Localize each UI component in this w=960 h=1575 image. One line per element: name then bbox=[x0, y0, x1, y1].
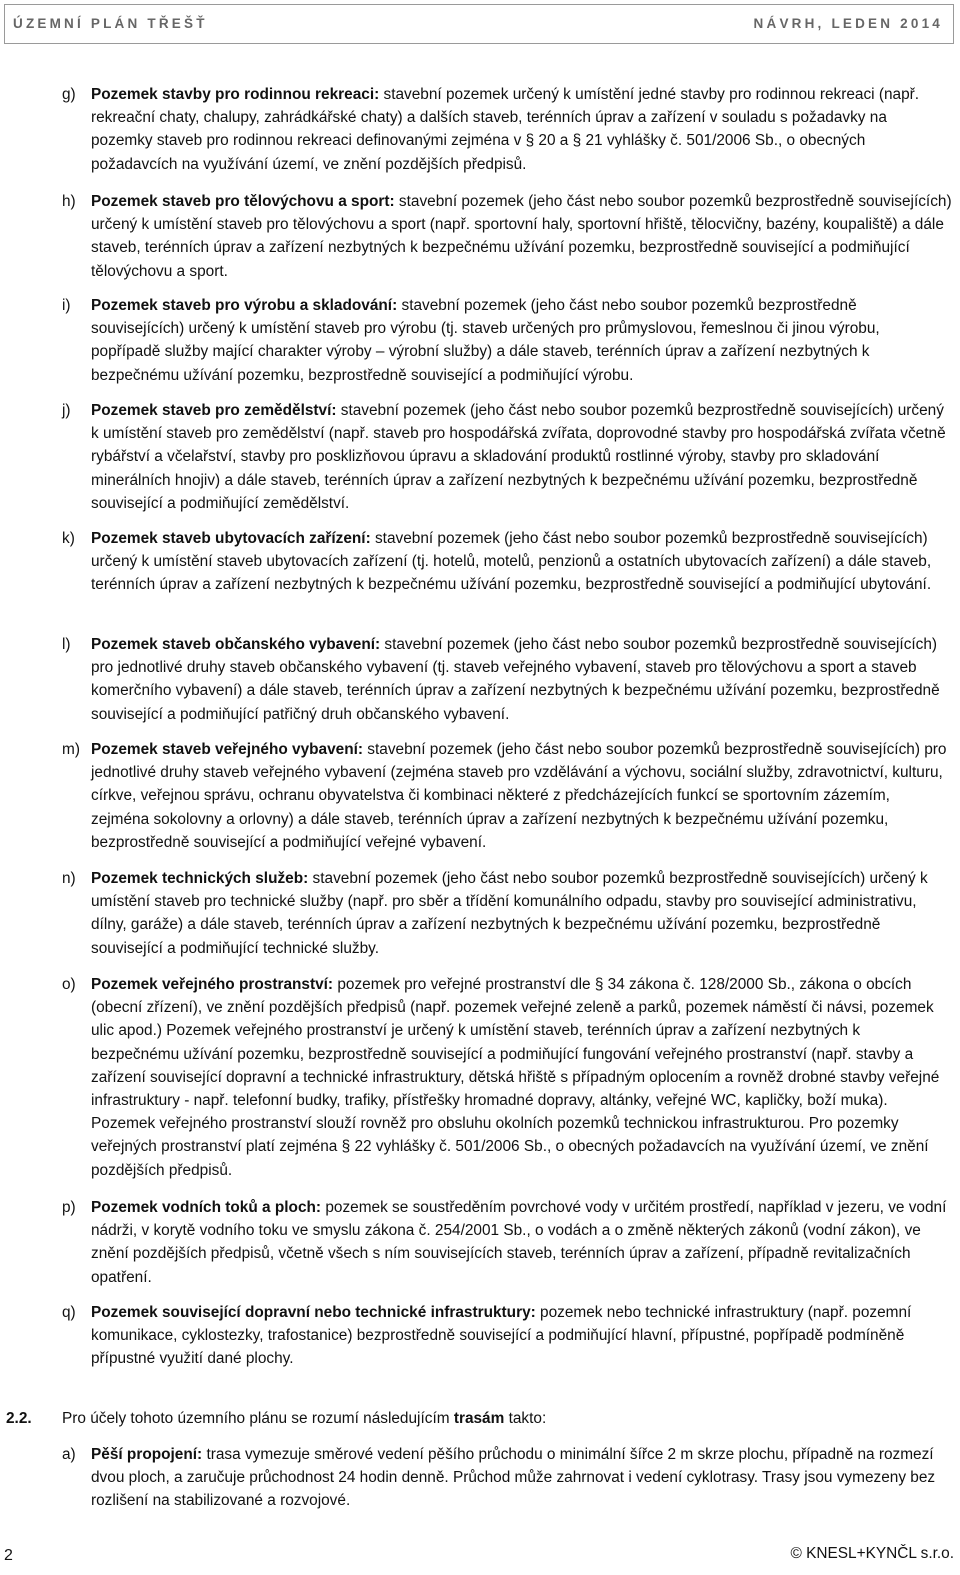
list-item bbox=[62, 1301, 952, 1371]
item-label: l) bbox=[62, 636, 71, 653]
list-item bbox=[62, 633, 952, 726]
list-item bbox=[62, 867, 952, 960]
document-title: ÚZEMNÍ PLÁN TŘEŠŤ bbox=[13, 16, 208, 31]
item-title: Pozemek stavby pro rodinnou rekreaci: bbox=[91, 86, 380, 103]
item-text: trasa vymezuje směrové vedení pěšího průchodu o minimální šířce 2 m skrze plochu, případně na rozmezí dvou ploch, a zaručuje průchodnost 24 hodin denně. Průchod může zahrnovat i vedení cyklotrasy. Trasy jsou vymezeny bez rozlišení na stabilizované a rozvojové. bbox=[91, 1446, 936, 1510]
item-title: Pozemek staveb veřejného vybavení: bbox=[91, 741, 364, 758]
item-label: a) bbox=[62, 1446, 76, 1463]
item-label: p) bbox=[62, 1199, 76, 1216]
item-text: stavební pozemek (jeho část nebo soubor pozemků bezprostředně souvisejících) pro jednotlivé druhy staveb veřejného vybavení (zejména staveb pro vzdělávání a výchovu, sociální služby, zdravotnictví, kulturu, církve, veřejnou správu, ochranu obyvatelstva či kombinaci některé z předcházejících funkcí se sportovním zázemím, zejména sokolovny a orlovny) a dále staveb, terénních úprav a zařízení nezbytných k bezpečnému užívání pozemku, bezprostředně související a podmiňující veřejné vybavení. bbox=[91, 741, 947, 851]
item-title: Pozemek staveb občanského vybavení: bbox=[91, 636, 381, 653]
section-intro: Pro účely tohoto územního plánu se rozumí následujícím trasám takto: bbox=[62, 1410, 547, 1427]
item-title: Pozemek staveb ubytovacích zařízení: bbox=[91, 530, 371, 547]
item-title: Pozemek staveb pro tělovýchovu a sport: bbox=[91, 193, 395, 210]
item-text: stavební pozemek (jeho část nebo soubor pozemků bezprostředně souvisejících) určený k umístění staveb pro tělovýchovu a sport (např. sportovní haly, sportovní hřiště, tělocvičny, bazény, koupaliště) a dále staveb, terénních úprav a zařízení nezbytných k bezpečnému užívání pozemku, bezprostředně související a podmiňující tělovýchovu a sport. bbox=[91, 193, 952, 280]
item-label: o) bbox=[62, 976, 76, 993]
item-text: pozemek se soustředěním povrchové vody v určitém prostředí, například v jezeru, ve vodní nádrži, v korytě vodního toku ve smyslu zákona č. 254/2001 Sb., o vodách a o změně některých zákonů (vodní zákon), ve znění pozdějších předpisů, včetně všech s ním souvisejících staveb, terénních úprav a zařízení, případně revitalizačních opatření. bbox=[91, 1199, 947, 1286]
item-title: Pozemek technických služeb: bbox=[91, 870, 309, 887]
item-title: Pěší propojení: bbox=[91, 1446, 203, 1463]
item-label: i) bbox=[62, 297, 71, 314]
item-label: h) bbox=[62, 193, 76, 210]
item-title: Pozemek staveb pro zemědělství: bbox=[91, 402, 337, 419]
page-header bbox=[4, 4, 954, 44]
list-item bbox=[62, 83, 952, 176]
list-item bbox=[62, 399, 952, 515]
item-title: Pozemek veřejného prostranství: bbox=[91, 976, 334, 993]
item-label: j) bbox=[62, 402, 71, 419]
list-item bbox=[62, 527, 952, 597]
item-text: stavební pozemek určený k umístění jedné stavby pro rodinnou rekreaci (např. rekreační chaty, chalupy, zahrádkářské chaty) a dalších staveb, terénních úprav a zařízení v souladu s požadavky na pozemky staveb pro rodinnou rekreaci definovanými zejména v § 20 a § 21 vyhlášky č. 501/2006 Sb., o obecných požadavcích na využívání území, ve znění pozdějších předpisů. bbox=[91, 86, 920, 173]
page-number: 2 bbox=[4, 1547, 13, 1564]
item-title: Pozemek související dopravní nebo technické infrastruktury: bbox=[91, 1304, 536, 1321]
item-text: stavební pozemek (jeho část nebo soubor pozemků bezprostředně souvisejících) určený k umístění staveb pro zemědělství (např. staveb pro hospodářská zvířata, doprovodné stavby pro hospodářská zvířata včetně rybářství a včelařství, stavby pro posklizňovou úpravu a skladování produktů rostlinné výroby, stavby pro skladování minerálních hnojiv) a dále staveb, terénních úprav a zařízení nezbytných k bezpečnému užívání pozemku, bezprostředně související a podmiňující zemědělství. bbox=[91, 402, 946, 512]
item-title: Pozemek staveb pro výrobu a skladování: bbox=[91, 297, 398, 314]
item-label: m) bbox=[62, 741, 80, 758]
item-text: stavební pozemek (jeho část nebo soubor pozemků bezprostředně souvisejících) určený k umístění staveb pro technické služby (např. pro sběr a třídění komunálního odpadu, stavby pro související administrativu, dílny, garáže) a dále staveb, terénních úprav a zařízení nezbytných k bezpečnému užívání pozemku, bezprostředně související a podmiňující technické služby. bbox=[91, 870, 928, 957]
item-title: Pozemek vodních toků a ploch: bbox=[91, 1199, 322, 1216]
item-label: q) bbox=[62, 1304, 76, 1321]
item-text: stavební pozemek (jeho část nebo soubor pozemků bezprostředně souvisejících) pro jednotlivé druhy staveb občanského vybavení (tj. staveb veřejného vybavení, staveb pro tělovýchovu a sport a staveb komerčního vybavení) a dále staveb, terénních úprav a zařízení nezbytných k bezpečnému užívání pozemku, bezprostředně související a podmiňující patřičný druh občanského vybavení. bbox=[91, 636, 940, 723]
list-item bbox=[62, 1196, 952, 1289]
item-label: g) bbox=[62, 86, 76, 103]
section-keyword: trasám bbox=[453, 1410, 505, 1427]
item-label: n) bbox=[62, 870, 76, 887]
item-text: pozemek nebo technické infrastruktury (např. pozemní komunikace, cyklostezky, trafostanice) bezprostředně související a podmiňující hlavní, přípustné, popřípadě podmíněně přípustné využití dané plochy. bbox=[91, 1304, 912, 1368]
document-version: NÁVRH, LEDEN 2014 bbox=[753, 16, 943, 31]
item-text: stavební pozemek (jeho část nebo soubor pozemků bezprostředně souvisejících) určený k umístění staveb ubytovacích zařízení (tj. hotelů, motelů, penzionů a ostatních ubytovacích zařízení) a dále staveb, terénních úprav a zařízení nezbytných k bezpečnému užívání pozemku, bezprostředně související a podmiňující ubytování. bbox=[91, 530, 932, 594]
item-label: k) bbox=[62, 530, 75, 547]
section-number: 2.2. bbox=[6, 1410, 32, 1427]
item-text: pozemek pro veřejné prostranství dle § 34 zákona č. 128/2000 Sb., zákona o obcích (obecní zřízení), ve znění pozdějších předpisů (např. pozemek veřejné zeleně a parků, pozemek náměstí či návsi, pozemek ulic apod.) Pozemek veřejného prostranství je určený k umístění staveb, terénních úprav a zařízení nezbytných k bezpečnému užívání pozemku, bezprostředně související a podmiňující fungování veřejného prostranství (např. stavby a zařízení související dopravní a technické infrastruktury, dětská hřiště s případným oplocením a rovněž drobné stavby veřejné infrastruktury - např. telefonní budky, trafiky, přístřešky hromadné dopravy, altánky, veřejné WC, kapličky, boží muka). Pozemek veřejného prostranství slouží rovněž pro obsluhu okolních pozemků technickou infrastrukturou. Pro pozemky veřejných prostranství platí zejména § 22 vyhlášky č. 501/2006 Sb., o obecných požadavcích na využívání území, ve znění pozdějších předpisů. bbox=[91, 976, 940, 1179]
list-item bbox=[62, 1443, 952, 1513]
list-item bbox=[62, 738, 952, 854]
list-item bbox=[62, 973, 952, 1182]
copyright: © KNESL+KYNČL s.r.o. bbox=[790, 1545, 954, 1562]
list-item bbox=[62, 294, 952, 387]
item-text: stavební pozemek (jeho část nebo soubor pozemků bezprostředně souvisejících) určený k umístění staveb pro výrobu (tj. staveb určených pro průmyslovou, řemeslnou či jinou výrobu, popřípadě služby mající charakter výroby – výrobní služby) a dále staveb, terénních úprav a zařízení nezbytných k bezpečnému užívání pozemku, bezprostředně související a podmiňující výrobu. bbox=[91, 297, 880, 384]
list-item bbox=[62, 190, 952, 283]
